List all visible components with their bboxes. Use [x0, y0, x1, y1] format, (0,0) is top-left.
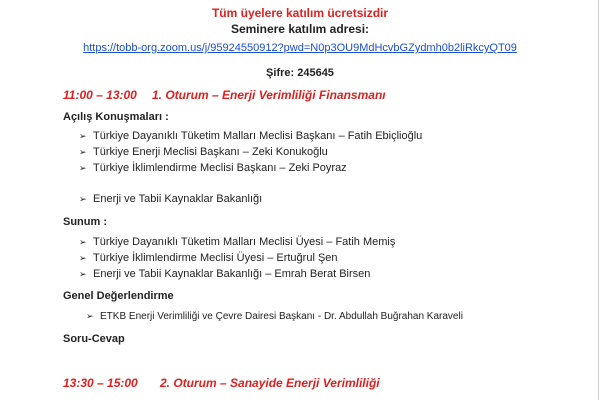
- seminar-address-label: Seminere katılım adresi:: [230, 22, 370, 36]
- arrow-bullet-icon: ➢: [79, 237, 87, 247]
- list-item: ➢ Enerji ve Tabii Kaynaklar Bakanlığı – Emrah Berat Birsen: [79, 268, 371, 280]
- arrow-bullet-icon: ➢: [79, 163, 87, 173]
- list-item: ➢ Türkiye İklimlendirme Meclisi Üyesi – Ertuğrul Şen: [79, 252, 338, 264]
- qa-label: Soru-Cevap: [63, 333, 125, 345]
- session1-title: 1. Oturum – Enerji Verimliliği Finansmanı: [152, 88, 386, 102]
- session2-title: 2. Oturum – Sanayide Enerji Verimliliği: [160, 376, 380, 390]
- session1-time: 11:00 – 13:00: [63, 88, 137, 102]
- password-text: Şifre: 245645: [266, 67, 334, 79]
- arrow-bullet-icon: ➢: [79, 269, 87, 279]
- list-item: ➢ Türkiye İklimlendirme Meclisi Başkanı – Zeki Poyraz: [79, 162, 347, 174]
- zoom-link[interactable]: https://tobb-org.zoom.us/j/95924550912?pwd=N0p3OU9MdHcvbGZydmh0b2liRkcyQT09: [83, 42, 517, 54]
- arrow-bullet-icon: ➢: [79, 253, 87, 263]
- list-item: ➢ Türkiye Enerji Meclisi Başkanı – Zeki Konukoğlu: [79, 146, 328, 158]
- arrow-bullet-icon: ➢: [86, 311, 94, 321]
- presentation-label: Sunum :: [63, 216, 107, 228]
- session2-time: 13:30 – 15:00: [63, 376, 138, 390]
- arrow-bullet-icon: ➢: [79, 194, 87, 204]
- list-item: ➢ Türkiye Dayanıklı Tüketim Malları Meclisi Başkanı – Fatih Ebiçlioğlu: [79, 130, 423, 142]
- list-item: ➢ ETKB Enerji Verimliliği ve Çevre Dairesi Başkanı - Dr. Abdullah Buğrahan Karaveli: [86, 311, 463, 322]
- list-item: ➢ Türkiye Dayanıklı Tüketim Malları Meclisi Üyesi – Fatih Memiş: [79, 236, 396, 248]
- general-evaluation-label: Genel Değerlendirme: [63, 290, 174, 302]
- arrow-bullet-icon: ➢: [79, 147, 87, 157]
- opening-speeches-label: Açılış Konuşmaları :: [63, 111, 169, 123]
- list-item: ➢ Enerji ve Tabii Kaynaklar Bakanlığı: [79, 193, 263, 205]
- free-participation-notice: Tüm üyelere katılım ücretsizdir: [211, 6, 389, 20]
- arrow-bullet-icon: ➢: [79, 131, 87, 141]
